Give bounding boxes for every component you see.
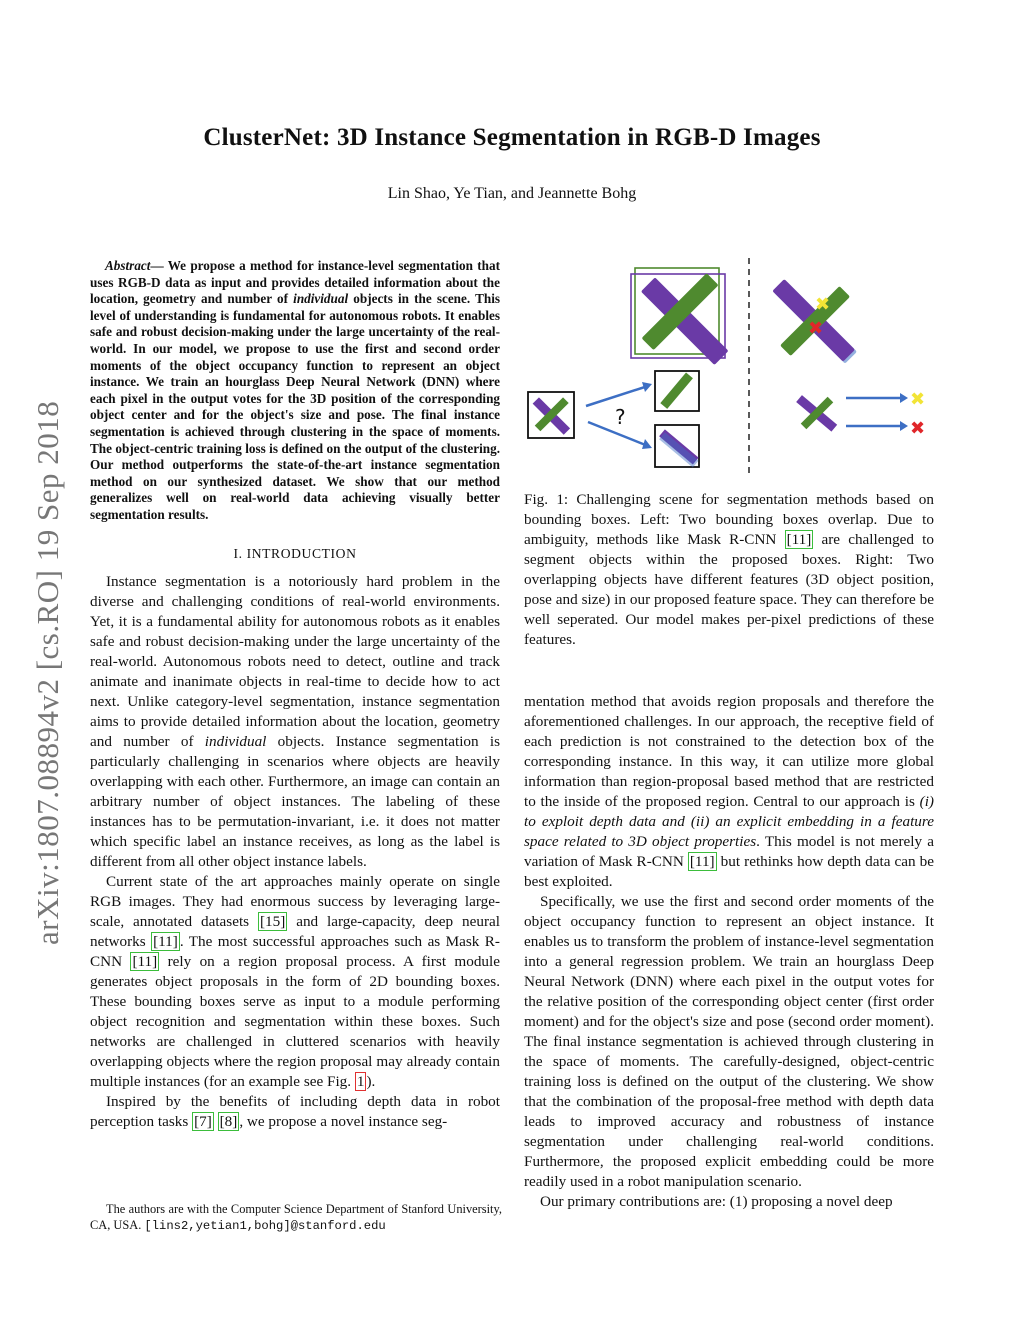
author-footnote: [90, 1201, 502, 1234]
intro-paragraph-5: Our primary contributions are: (1) proposing a novel deep: [540, 1193, 893, 1210]
yellow-output-marker: ✖: [910, 389, 926, 410]
citation-link-8[interactable]: [8]: [219, 1112, 238, 1130]
citation-link-11[interactable]: [11]: [786, 531, 812, 548]
candidate-crop-purple: [655, 425, 699, 467]
input-crop: [528, 392, 574, 438]
question-mark: ?: [615, 405, 626, 429]
abstract-text-cont: objects in the scene. This level of understanding is fundamental for autonomous robots. It enables safe and robust decision-making under the large uncertainty of the real-world. In our model, we propose to use the first and second order moments of the object occupancy function to represent an object instance. We train an hourglass Deep Neural Network (DNN) where each pixel in the output votes for the 3D position of the corresponding object center and for the object's size and pose. The final instance segmentation is achieved through clustering in the space of moments. The object-centric training loss is defined on the output of the clustering. Our method outperforms the state-of-the-art instance segmentation method on our synthesized dataset. We show that our method generalizes well on real-world data achieving visually better segmentation results.: [90, 291, 500, 522]
right-p1-text-b: . This model is not merely a variation of Mask R-CNN: [524, 833, 934, 870]
figure-link-1[interactable]: 1: [356, 1072, 365, 1090]
candidate-crop-green: [655, 371, 699, 411]
intro-p1-text-cont: objects. Instance segmentation is particularly challenging in scenarios where objects are heavily overlapping with each other. Furthermore, an image can contain an arbitrary number of object instances. The labeling of these instances has to be permutation-invariant, i.e. it does not matter which specific label an instance receives, as long as the label is different from all other object instance labels.: [90, 732, 500, 870]
intro-p2-text: Current state of the art approaches mainly operate on single RGB images. They had enormous success by leveraging large-scale, annotated datasets: [90, 872, 500, 930]
right-p1-text-c: but rethinks how depth data can be best exploited.: [524, 853, 934, 890]
abstract-text: — We propose a method for instance-level segmentation that uses RGB-D data as input and provides detailed information about the location, geometry and number of: [90, 258, 500, 307]
citation-link-11[interactable]: [11]: [689, 853, 715, 870]
caption-text-cont: are challenged to segment objects within the proposed boxes. Right: Two overlapping objects have different features (3D object position, pose and size) in our proposed feature space. They can therefore be well seperated. Our model makes per-pixel predictions of these features.: [524, 531, 934, 648]
intro-p1-emphasis: individual: [204, 732, 267, 750]
red-feature-marker: ✖: [808, 318, 824, 339]
right-p1-text: mentation method that avoids region proposals and therefore the aforementioned challenges. In our approach, the receptive field of each prediction is not constrained to the detection box of the corresponding instance. In this way, it can utilize more global information than region-proposal based method that are restricted to the inside of the proposed region. Central to our approach is: [524, 693, 934, 810]
abstract: [90, 258, 500, 524]
intro-p2-text-e: ).: [366, 1072, 376, 1090]
abstract-label: Abstract: [105, 258, 151, 273]
intro-paragraph-3-cont: [524, 692, 934, 892]
intro-p2-text-d: rely on a region proposal process. A first module generates object proposals in the form of 2D bounding boxes. These bounding boxes serve as input to a module performing object recognition and segmentation within these boxes. Such networks are challenged in cluttered scenarios with heavily overlapping objects where the region proposal may already contain multiple instances (for an example see Fig.: [90, 952, 500, 1090]
intro-p2-text-c: . The most successful approaches such as Mask R-CNN: [90, 932, 500, 970]
scene-objects-left: [641, 273, 729, 365]
left-column: [90, 258, 500, 1132]
intro-paragraph-3: [90, 1092, 500, 1132]
figure-1: [524, 254, 936, 480]
footnote-email: [lins2,yetian1,bohg]@stanford.edu: [144, 1219, 386, 1233]
paper-title: ClusterNet: 3D Instance Segmentation in RGB-D Images: [203, 124, 821, 151]
intro-p3-text: Inspired by the benefits of including depth data in robot perception tasks: [90, 1092, 500, 1130]
intro-paragraph-2: [90, 872, 500, 1092]
separated-objects: [796, 395, 837, 431]
red-output-marker: ✖: [910, 418, 926, 439]
figure-1-caption: [524, 490, 934, 650]
caption-text: Fig. 1: Challenging scene for segmentation methods based on bounding boxes. Left: Two bounding boxes overlap. Due to ambiguity, methods like Mask R-CNN: [524, 491, 934, 548]
intro-p1-text: Instance segmentation is a notoriously hard problem in the diverse and challenging conditions of real-world environments. Yet, it is a fundamental ability for autonomous robots as it enables safe and robust decision-making under the large uncertainty of the real-world. Autonomous robots need to detect, outline and track animate and inanimate objects in real-time to decide how to act next. Unlike category-level segmentation, instance segmentation aims to provide detailed information about the location, geometry and number of: [90, 572, 500, 750]
author-list: Lin Shao, Ye Tian, and Jeannette Bohg: [387, 185, 637, 202]
right-column: [524, 692, 934, 1212]
scene-objects-right: [772, 279, 857, 364]
citation-link-15[interactable]: [15]: [259, 912, 286, 930]
arxiv-identifier: arXiv:1807.08894v2 [cs.RO] 19 Sep 2018: [30, 400, 65, 945]
section-heading-introduction: I. INTRODUCTION: [233, 545, 357, 561]
footnote-text: The authors are with the Computer Science Department of Stanford University, CA, USA.: [90, 1202, 502, 1232]
yellow-feature-marker: ✖: [815, 294, 831, 315]
citation-link-11[interactable]: [11]: [153, 932, 178, 950]
feature-arrows: [846, 389, 925, 439]
intro-paragraph-4: Specifically, we use the first and second order moments of the object occupancy function to represent an object instance. It enables us to transform the problem of instance-level segmentation into a general regression problem. We train an hourglass Deep Neural Network (DNN) where each pixel in the output votes for the relative position of the corresponding object center (first order moment) and for the object's size and pose (second order moment). The final instance segmentation is achieved through clustering in the space of moments. The carefully-designed, object-centric training loss is defined on the output of the clustering. We show that the combination of the proposal-free method with depth data leads to improved accuracy and robustness of instance segmentation under challenging real-world conditions. Furthermore, the proposed explicit embedding could be more readily used in a robot manipulation scenario.: [524, 893, 934, 1190]
abstract-emphasis: individual: [293, 291, 349, 307]
intro-p3-text-cont: , we propose a novel instance seg-: [239, 1112, 448, 1130]
right-p1-emphasis: (i) to exploit depth data and (ii) an explicit embedding in a feature space related to 3D object properties: [524, 793, 934, 850]
citation-link-11[interactable]: [11]: [132, 952, 158, 970]
intro-paragraph-1: [90, 572, 500, 872]
intro-p2-text-b: and large-capacity, deep neural networks: [90, 912, 500, 950]
citation-link-7[interactable]: [7]: [194, 1112, 212, 1130]
